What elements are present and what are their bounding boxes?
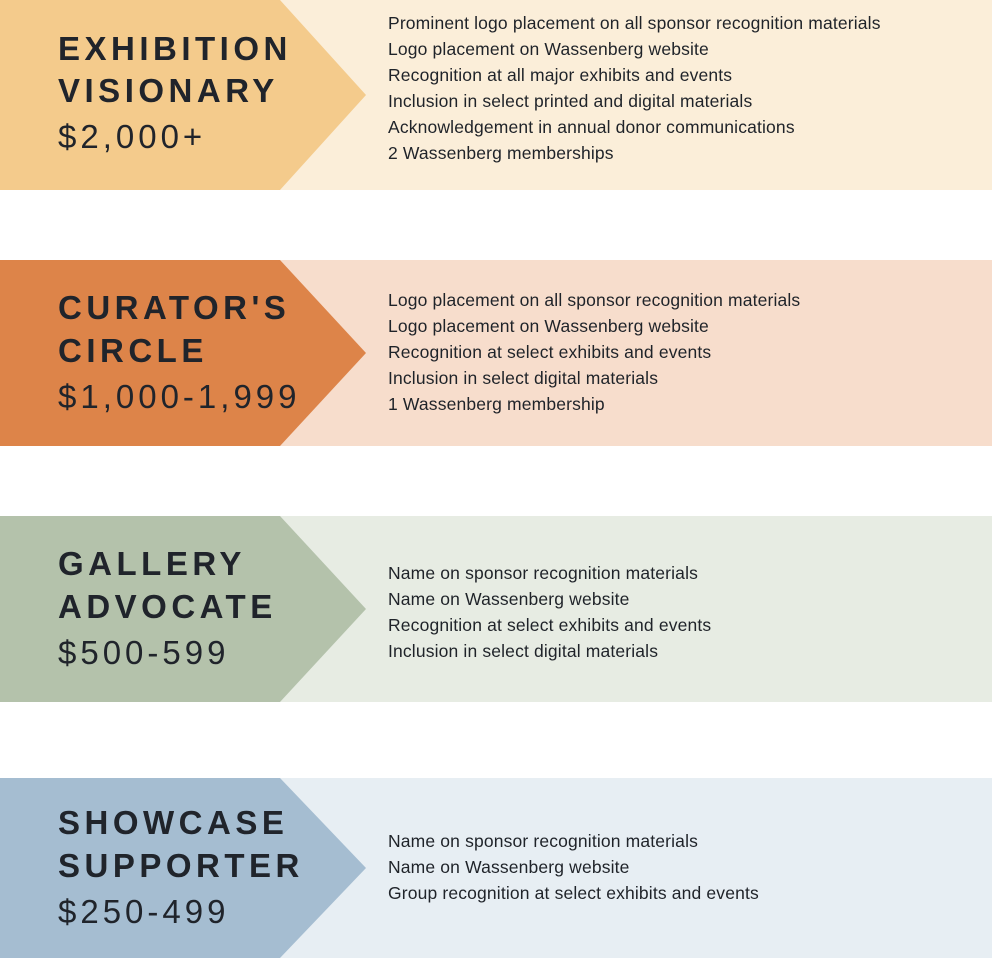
tier-label-block [0, 516, 366, 702]
benefit-item: Logo placement on Wassenberg website [388, 316, 709, 336]
tier-label-block [0, 260, 366, 446]
benefit-item: Name on sponsor recognition materials [388, 563, 699, 583]
tier-name-line2: CIRCLE [58, 331, 208, 369]
tier-benefits-list [366, 260, 992, 417]
benefit-item: Recognition at select exhibits and events [388, 342, 712, 362]
tier-label-block [0, 0, 366, 190]
tier-amount: $500-599 [58, 633, 230, 671]
tier-label-block [0, 778, 366, 958]
benefit-item: Logo placement on Wassenberg website [388, 39, 709, 59]
tier-name-line2: VISIONARY [58, 72, 279, 110]
benefit-item: Recognition at select exhibits and events [388, 615, 712, 635]
benefit-item: Recognition at all major exhibits and events [388, 65, 733, 85]
tier-amount: $1,000-1,999 [58, 377, 301, 415]
benefit-item: Acknowledgement in annual donor communications [388, 117, 795, 137]
tier-gallery-advocate [0, 516, 992, 702]
benefit-item: Name on sponsor recognition materials [388, 831, 699, 851]
tier-amount: $250-499 [58, 892, 230, 930]
tier-amount: $2,000+ [58, 118, 207, 156]
tier-separator [0, 446, 992, 516]
tier-name-line2: SUPPORTER [58, 846, 304, 884]
tier-showcase-supporter [0, 778, 992, 958]
tier-name-line1: EXHIBITION [58, 30, 292, 67]
tier-name-line1: CURATOR'S [58, 289, 291, 327]
tier-curators-circle [0, 260, 992, 446]
tier-separator [0, 190, 992, 260]
benefit-item: Prominent logo placement on all sponsor recognition materials [388, 13, 881, 33]
tier-name-line1: SHOWCASE [58, 804, 289, 842]
benefit-item: Inclusion in select digital materials [388, 368, 659, 388]
tier-benefits-list [366, 0, 992, 166]
benefit-item: Logo placement on all sponsor recognition materials [388, 290, 801, 310]
tier-name-line1: GALLERY [58, 545, 246, 583]
benefit-item: Inclusion in select printed and digital materials [388, 91, 753, 111]
tier-benefits-list [366, 778, 992, 906]
benefit-item: Name on Wassenberg website [388, 589, 630, 609]
tier-benefits-list [366, 516, 992, 664]
tier-exhibition-visionary [0, 0, 992, 190]
benefit-item: Inclusion in select digital materials [388, 641, 659, 661]
tier-separator [0, 702, 992, 778]
tier-name-line2: ADVOCATE [58, 587, 277, 625]
benefit-item: Group recognition at select exhibits and events [388, 883, 759, 903]
benefit-item: Name on Wassenberg website [388, 857, 630, 877]
benefit-item: 2 Wassenberg memberships [388, 143, 614, 163]
benefit-item: 1 Wassenberg membership [388, 394, 605, 414]
